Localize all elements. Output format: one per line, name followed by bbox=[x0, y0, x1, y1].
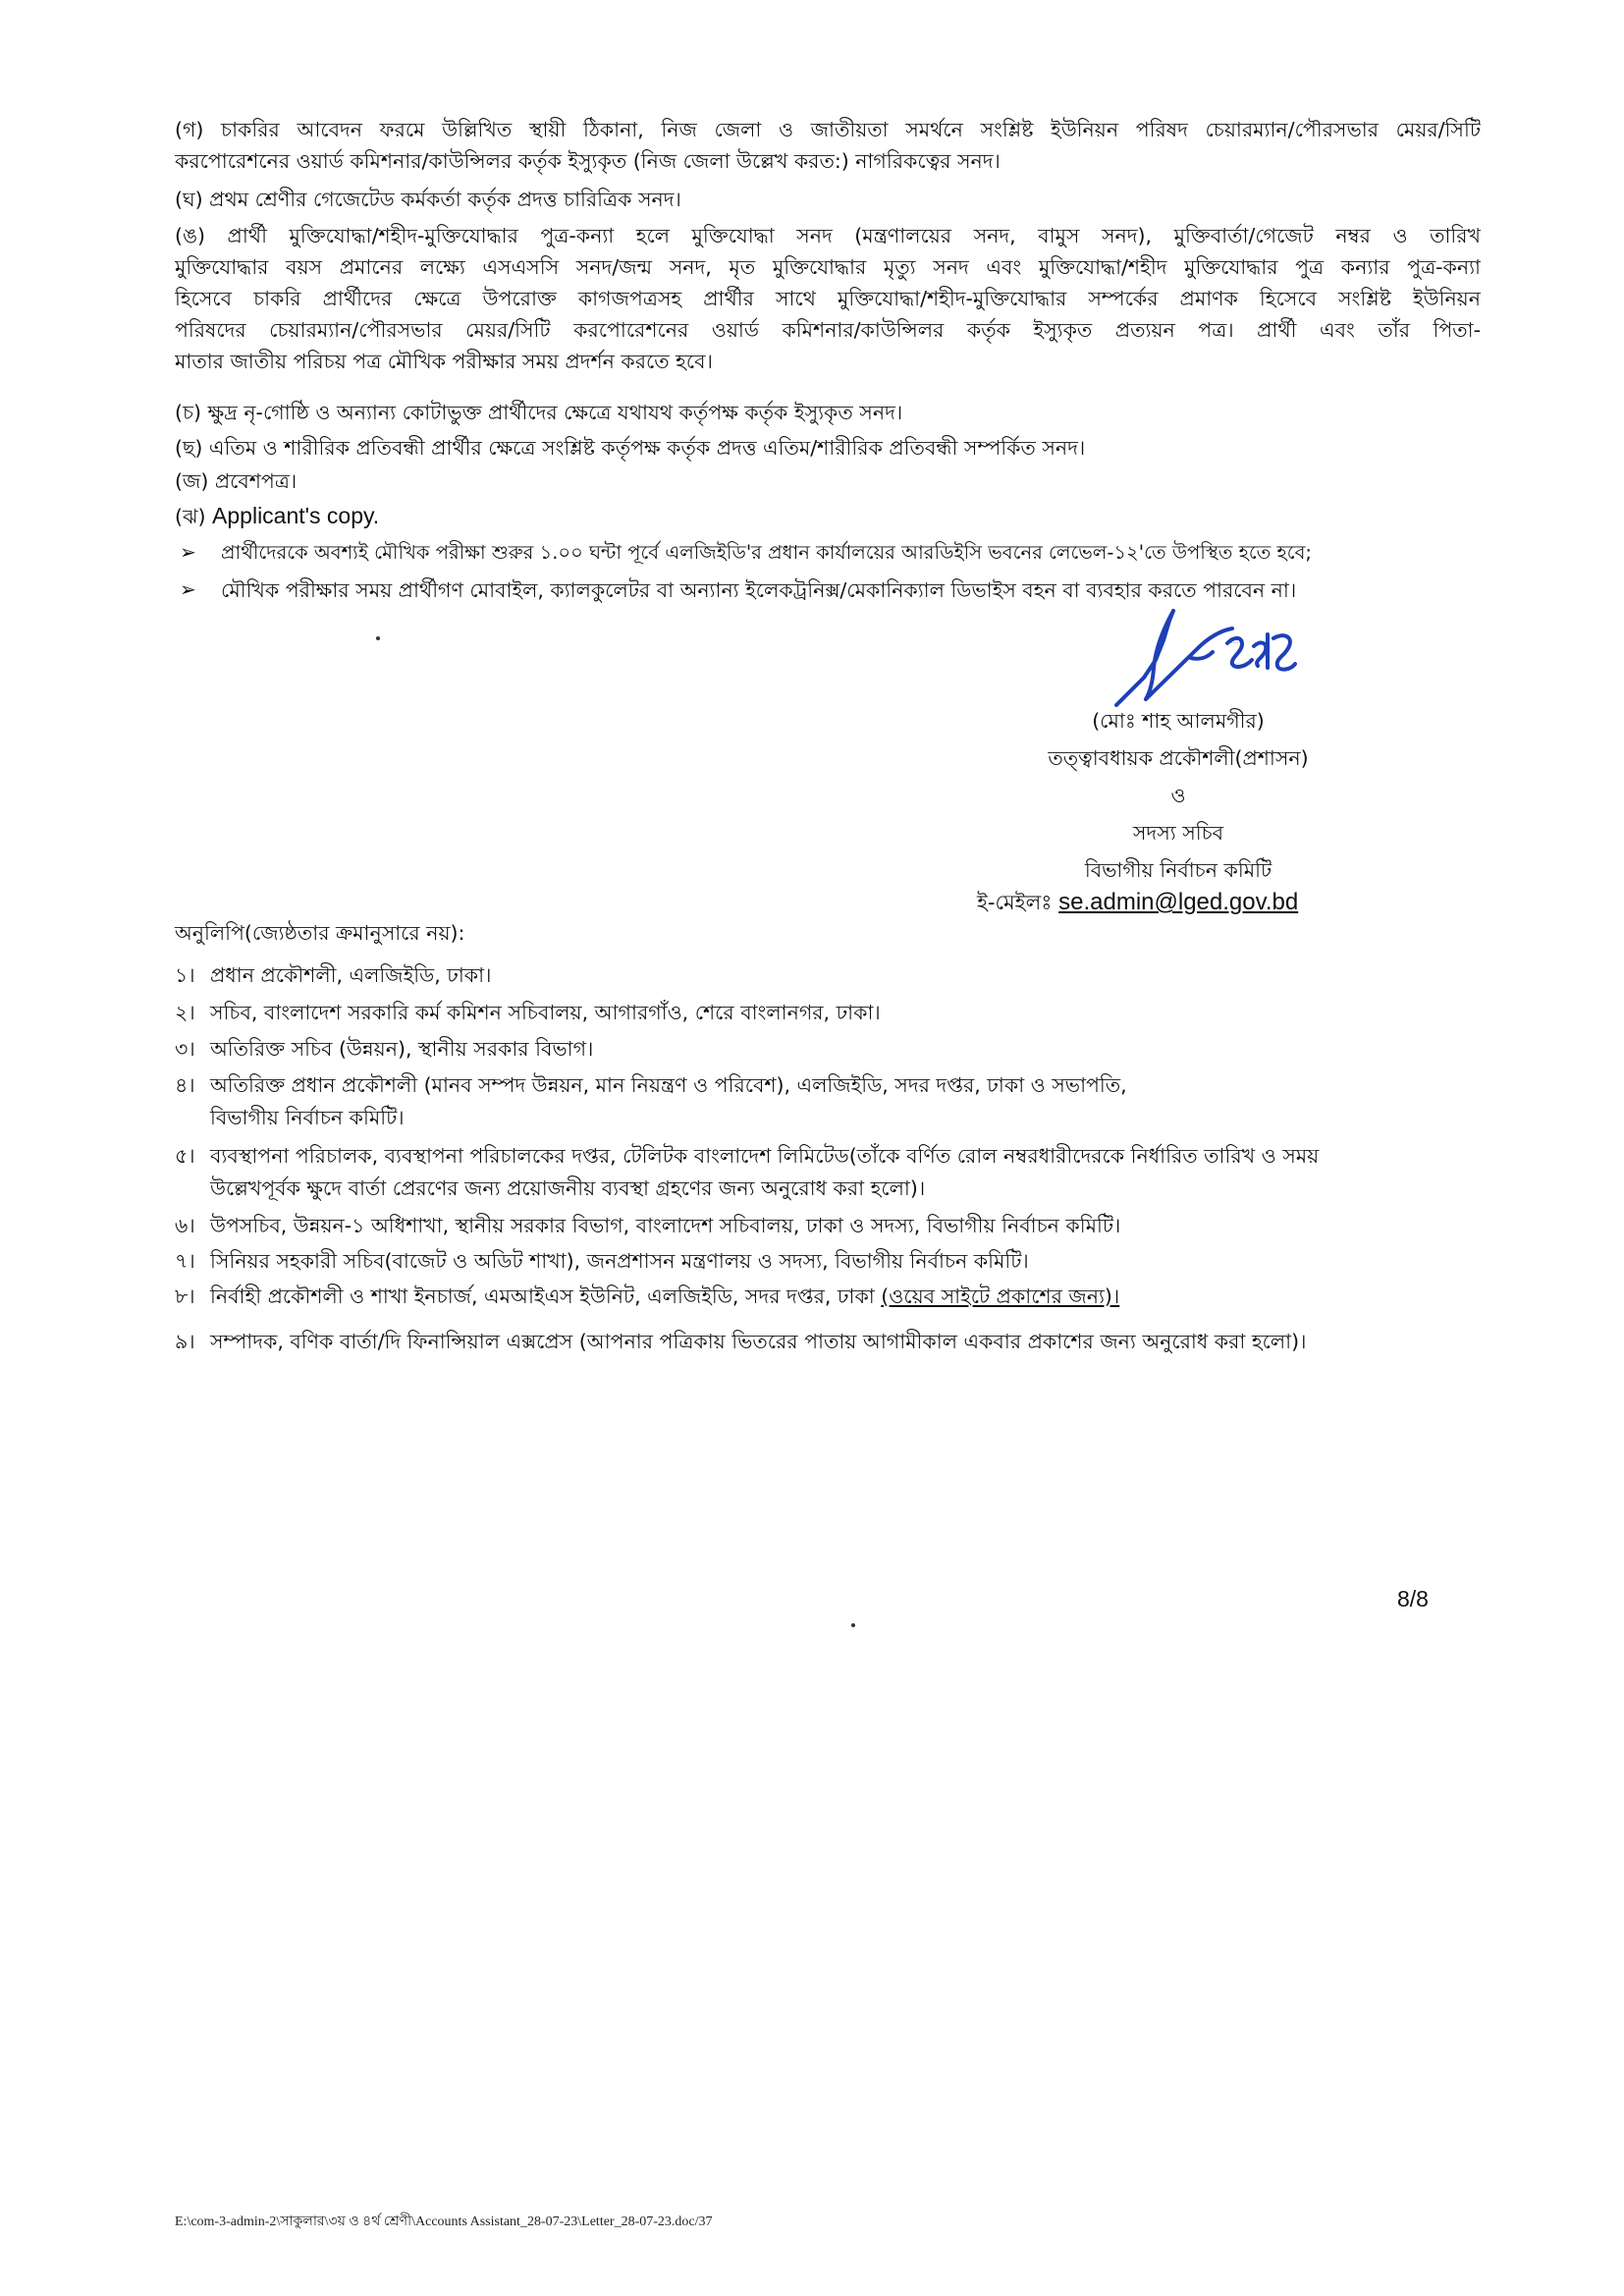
paragraph-jha-prefix: (ঝ) bbox=[175, 505, 213, 528]
paragraph-ga bbox=[175, 114, 1481, 177]
copy-item-text: অতিরিক্ত সচিব (উন্নয়ন), স্থানীয় সরকার বিভাগ। bbox=[210, 1037, 594, 1061]
copy-item-text: প্রধান প্রকৌশলী, এলজিইডি, ঢাকা। bbox=[210, 963, 492, 987]
copy-item-text: সম্পাদক, বণিক বার্তা/দি ফিনান্সিয়াল এক্সপ্রেস (আপনার পত্রিকায় ভিতরের পাতায় আগামীকাল একবার প্রকাশের জন্য অনুরোধ করা হলো)। bbox=[210, 1330, 1307, 1353]
signatory-and: ও bbox=[1170, 784, 1186, 807]
speck-mark bbox=[376, 636, 380, 640]
copy-item bbox=[175, 1033, 1481, 1066]
copy-item bbox=[175, 997, 1481, 1029]
copy-item-number: ৩। bbox=[175, 1037, 195, 1061]
copy-item-number: ৯। bbox=[175, 1330, 195, 1353]
email-line bbox=[977, 888, 1298, 917]
paragraph-umo bbox=[175, 220, 1481, 377]
signatory-designation: তত্ত্বাবধায়ক প্রকৌশলী(প্রশাসন) bbox=[1048, 746, 1309, 770]
copy-item-text: উল্লেখপূর্বক ক্ষুদে বার্তা প্রেরণের জন্য প্রয়োজনীয় ব্যবস্থা গ্রহণের জন্য অনুরোধ করা হলো)। bbox=[210, 1176, 926, 1200]
email-label: ই-মেইলঃ bbox=[977, 891, 1059, 914]
paragraph-gha: (ঘ) প্রথম শ্রেণীর গেজেটেড কর্মকর্তা কর্তৃক প্রদত্ত চারিত্রিক সনদ। bbox=[175, 188, 681, 211]
paragraph-jha bbox=[175, 501, 379, 531]
handwritten-signature bbox=[1105, 589, 1301, 712]
paragraph-line: পরিষদের চেয়ারম্যান/পৌরসভার মেয়র/সিটি করপোরেশনের ওয়ার্ড কমিশনার/কাউন্সিলর কর্তৃক ইস্যুকৃত প্রত্যয়ন পত্র। প্রার্থী এবং তাঁর পিতা- bbox=[175, 318, 1481, 342]
paragraph-line: করপোরেশনের ওয়ার্ড কমিশনার/কাউন্সিলর কর্তৃক ইস্যুকৃত (নিজ জেলা উল্লেখ করত:) নাগরিকত্বের সনদ। bbox=[175, 149, 1001, 173]
speck-mark bbox=[851, 1623, 855, 1627]
copy-item-number: ১। bbox=[175, 963, 195, 987]
paragraph-line: (ঙ) প্রার্থী মুক্তিযোদ্ধা/শহীদ-মুক্তিযোদ্ধার পুত্র-কন্যা হলে মুক্তিযোদ্ধা সনদ (মন্ত্রণালয়ের সনদ, বামুস সনদ), মুক্তিবার্তা/গেজেট নম্বর ও তারিখ bbox=[175, 224, 1481, 247]
paragraph-line: (গ) চাকরির আবেদন ফরমে উল্লিখিত স্থায়ী ঠিকানা, নিজ জেলা ও জাতীয়তা সমর্থনে সংশ্লিষ্ট ইউনিয়ন পরিষদ চেয়ারম্যান/পৌরসভার মেয়র/সিটি bbox=[175, 118, 1481, 141]
paragraph-ja: (জ) প্রবেশপত্র। bbox=[175, 469, 298, 493]
copy-item bbox=[175, 1281, 1481, 1313]
copy-item-number: ২। bbox=[175, 1001, 195, 1024]
copy-item-text: নির্বাহী প্রকৌশলী ও শাখা ইনচার্জ, এমআইএস ইউনিট, এলজিইডি, সদর দপ্তর, ঢাকা bbox=[210, 1285, 882, 1308]
copy-item bbox=[175, 1326, 1481, 1358]
email-link[interactable]: se.admin@lged.gov.bd bbox=[1058, 889, 1299, 915]
signatory-role: সদস্য সচিব bbox=[1132, 821, 1224, 845]
copy-item-text: ব্যবস্থাপনা পরিচালক, ব্যবস্থাপনা পরিচালকের দপ্তর, টেলিটক বাংলাদেশ লিমিটেড(তাঁকে বর্ণিত রোল নম্বরধারীদেরকে নির্ধারিত তারিখ ও সময় bbox=[210, 1144, 1320, 1168]
copies-heading: অনুলিপি(জ্যেষ্ঠতার ক্রমানুসারে নয়): bbox=[175, 921, 465, 945]
paragraph-line: মাতার জাতীয় পরিচয় পত্র মৌখিক পরীক্ষার সময় প্রদর্শন করতে হবে। bbox=[175, 350, 713, 373]
paragraph-cha: (চ) ক্ষুদ্র নৃ-গোষ্ঠি ও অন্যান্য কোটাভুক্ত প্রার্থীদের ক্ষেত্রে যথাযথ কর্তৃপক্ষ কর্তৃক ইস্যুকৃত সনদ। bbox=[175, 401, 903, 424]
copy-item-text: বিভাগীয় নির্বাচন কমিটি। bbox=[210, 1106, 405, 1129]
paragraph-chha: (ছ) এতিম ও শারীরিক প্রতিবন্ধী প্রার্থীর ক্ষেত্রে সংশ্লিষ্ট কর্তৃপক্ষ কর্তৃক প্রদত্ত এতিম/শারীরিক প্রতিবন্ধী সম্পর্কিত সনদ। bbox=[175, 436, 1086, 460]
applicant-copy-text: Applicant's copy. bbox=[212, 503, 380, 528]
signature-date-mark: ২৪।৮।২৩ bbox=[1230, 642, 1238, 644]
paragraph-line: মুক্তিযোদ্ধার বয়স প্রমানের লক্ষ্যে এসএসসি সনদ/জন্ম সনদ, মৃত মুক্তিযোদ্ধার মৃত্যু সনদ এবং মুক্তিযোদ্ধা/শহীদ মুক্তিযোদ্ধার পুত্র কন্যার পুত্র-কন্যা bbox=[175, 255, 1481, 279]
copy-item-text: অতিরিক্ত প্রধান প্রকৌশলী (মানব সম্পদ উন্নয়ন, মান নিয়ন্ত্রণ ও পরিবেশ), এলজিইডি, সদর দপ্তর, ঢাকা ও সভাপতি, bbox=[210, 1073, 1127, 1097]
signature-block bbox=[992, 702, 1365, 889]
instruction-bullet: প্রার্থীদেরকে অবশ্যই মৌখিক পরীক্ষা শুরুর ১.০০ ঘন্টা পূর্বে এলজিইডি'র প্রধান কার্যালয়ের আরডিইসি ভবনের লেভেল-১২'তে উপস্থিত হতে হবে; bbox=[221, 541, 1312, 564]
copy-item-number: ৬। bbox=[175, 1214, 195, 1237]
signatory-committee: বিভাগীয় নির্বাচন কমিটি bbox=[1084, 858, 1272, 882]
copy-item bbox=[175, 1140, 1481, 1205]
copy-item-text: উপসচিব, উন্নয়ন-১ অধিশাখা, স্থানীয় সরকার বিভাগ, বাংলাদেশ সচিবালয়, ঢাকা ও সদস্য, বিভাগীয় নির্বাচন কমিটি। bbox=[210, 1214, 1121, 1237]
signatory-name: (মোঃ শাহ আলমগীর) bbox=[1092, 709, 1265, 733]
copy-item-number: ৫। bbox=[175, 1144, 195, 1168]
page-number: 8/8 bbox=[1397, 1586, 1429, 1612]
copy-item bbox=[175, 1245, 1481, 1278]
copy-item-number: ৭। bbox=[175, 1249, 195, 1273]
copy-item-text: সচিব, বাংলাদেশ সরকারি কর্ম কমিশন সচিবালয়, আগারগাঁও, শেরে বাংলানগর, ঢাকা। bbox=[210, 1001, 881, 1024]
instruction-bullet: মৌখিক পরীক্ষার সময় প্রার্থীগণ মোবাইল, ক্যালকুলেটর বা অন্যান্য ইলেকট্রনিক্স/মেকানিক্যাল ডিভাইস বহন বা ব্যবহার করতে পারবেন না। bbox=[221, 578, 1297, 602]
paragraph-line: হিসেবে চাকরি প্রার্থীদের ক্ষেত্রে উপরোক্ত কাগজপত্রসহ প্রার্থীর সাথে মুক্তিযোদ্ধা/শহীদ-মুক্তিযোদ্ধার সম্পর্কের প্রমাণক হিসেবে সংশ্লিষ্ট ইউনিয়ন bbox=[175, 287, 1481, 310]
copy-item bbox=[175, 959, 1481, 992]
copy-item bbox=[175, 1210, 1481, 1242]
arrow-bullet-icon: ➢ bbox=[180, 577, 196, 601]
copy-item-text: সিনিয়র সহকারী সচিব(বাজেট ও অডিট শাখা), জনপ্রশাসন মন্ত্রণালয় ও সদস্য, বিভাগীয় নির্বাচন কমিটি। bbox=[210, 1249, 1029, 1273]
copy-item bbox=[175, 1069, 1481, 1134]
arrow-bullet-icon: ➢ bbox=[180, 540, 196, 564]
copy-item-number: ৪। bbox=[175, 1073, 195, 1097]
web-publish-note: (ওয়েব সাইটে প্রকাশের জন্য)। bbox=[881, 1285, 1120, 1308]
copy-item-number: ৮। bbox=[175, 1285, 195, 1308]
footer-file-path: E:\com-3-admin-2\সাকুলার\৩য় ও ৪র্থ শ্রেণী\Accounts Assistant_28-07-23\Letter_28-07-23.doc/37 bbox=[175, 2214, 713, 2229]
